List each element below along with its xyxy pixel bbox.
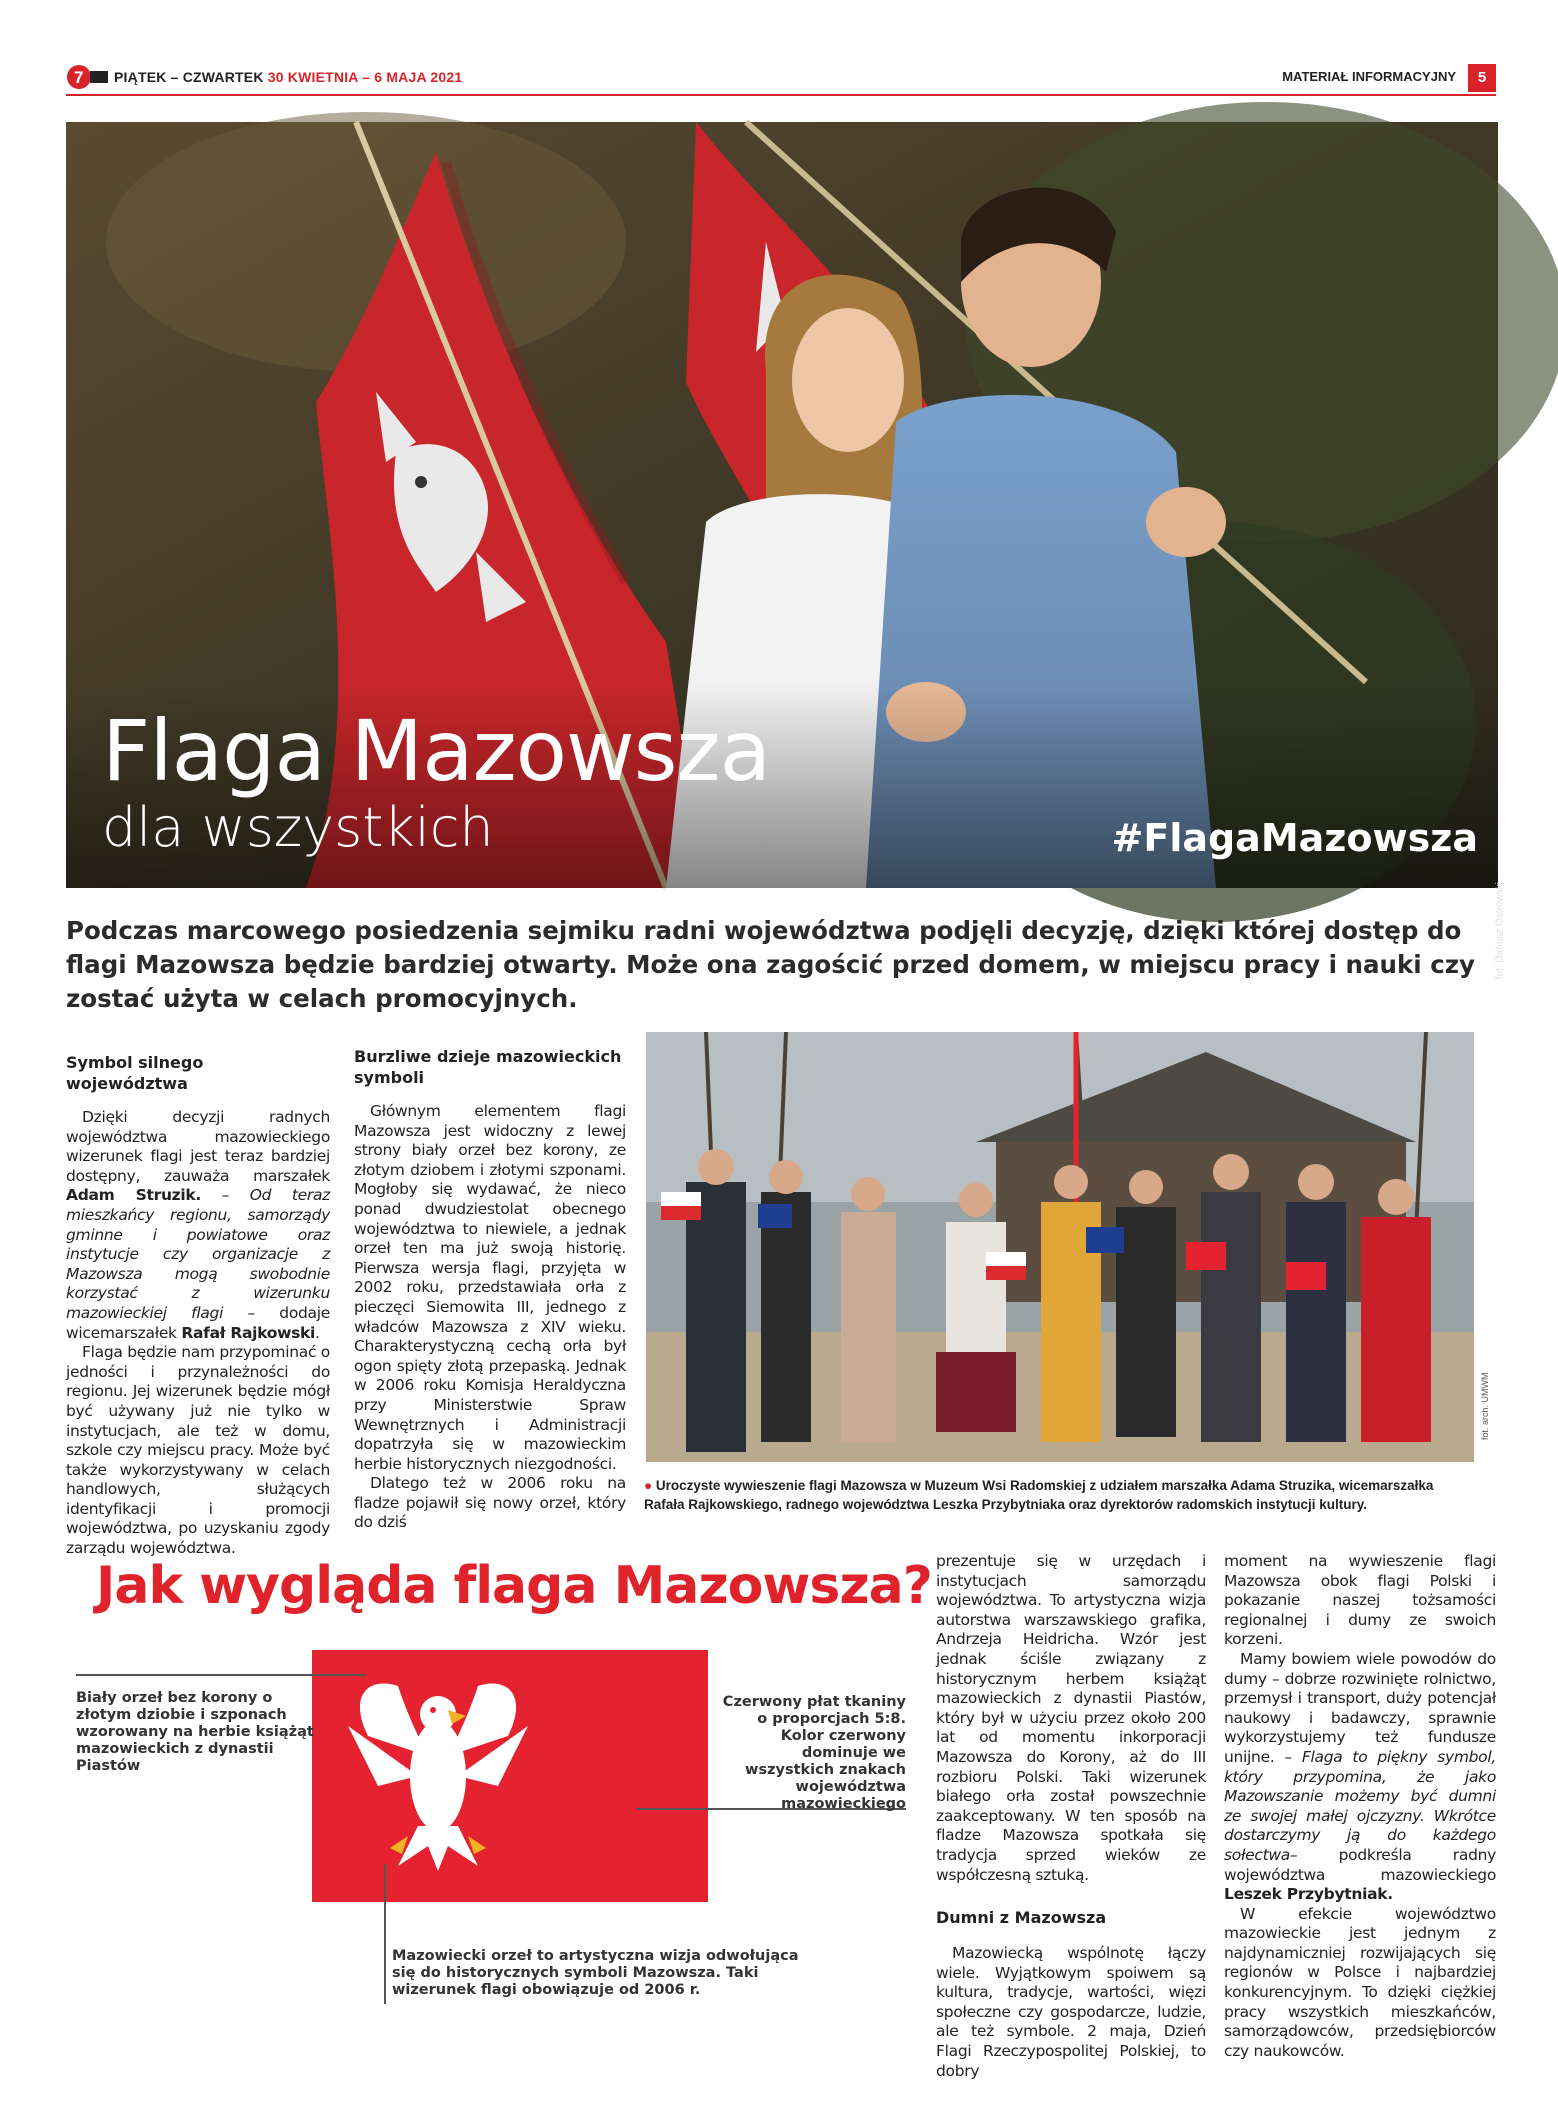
paragraph: Dzięki decyzji radnych województwa mazowieckiego wizerunek flagi jest teraz bardziej dostępny, zauważa marszałek Adam Struzik. – Od teraz mieszkańcy regionu, samorządy gminne i powiatowe oraz instytucje czy organizacje z Mazowsza mogą swobodnie korzystać z wizerunku mazowieckiej flagi – dodaje wicemarszałek Rafał Rajkowski. (66, 1108, 330, 1342)
page-header (66, 64, 1496, 96)
article-column-4 (1224, 1552, 1496, 2061)
annotation-history: Mazowiecki orzeł to artystyczna wizja odwołująca się do historycznych symboli Mazowsza. Taki wizerunek flagi obowiązuje od 2006 r. (392, 1948, 799, 1998)
callout-line (384, 1864, 386, 2004)
section-heading: Symbol silnego województwa (66, 1053, 204, 1093)
lead-paragraph: Podczas marcowego posiedzenia sejmiku radni województwa podjęli decyzję, dzięki której dostęp do flagi Mazowsza będzie bardziej otwarty. Może ona zagościć przed domem, w miejscu pracy i nauki czy zostać użyta w celach promocyjnych. (66, 916, 1475, 1013)
article-column-2 (354, 1046, 626, 1533)
mazowsze-flag (312, 1650, 708, 1902)
article-column-3 (936, 1552, 1206, 2081)
paragraph: Dlatego też w 2006 roku na fladze pojawił się nowy orzeł, który do dziś (354, 1474, 626, 1532)
article-column-1 (66, 1052, 330, 1559)
section-heading: Burzliwe dzieje mazowieckich symboli (354, 1047, 622, 1087)
photo-caption: ● Uroczyste wywieszenie flagi Mazowsza w Muzeum Wsi Radomskiej z udziałem marszałka Adama Struzika, wicemarszałka Rafała Rajkowskiego, radnego województwa Leszka Przybytniaka oraz dyrektorów radomskich instytucji kultury. (644, 1478, 1434, 1512)
section-heading: Dumni z Mazowsza (936, 1908, 1107, 1928)
paragraph: prezentuje się w urzędach i instytucjach samorządu województwa. To artystyczna wizja autorstwa warszawskiego grafika, Andrzeja Heidricha. Wzór jest jednak ściśle związany z historycznym herbem książąt mazowieckich z dynastii Piastów, który był w użyciu przez około 200 lat od momentu inkorporacji Mazowsza do Korony, aż do III rozbioru Polski. Taki wizerunek białego orła został powszechnie zaakceptowany. W ten sposób na fladze Mazowsza spotkała się tradycja sprzed wieków ze współczesną sztuką. (936, 1552, 1206, 1884)
ceremony-illustration (646, 1032, 1474, 1462)
paragraph: Głównym elementem flagi Mazowsza jest widoczny z lewej strony biały orzeł bez korony, ze złotym dziobem i złotymi szponami. Mogłoby się wydawać, że nieco ponad dwudziestolat obecnego województwa to niewiele, a jednak orzeł ten ma już swoją historię. Pierwsza wersja flagi, przyjęta w 2002 roku, przedstawiała orła z pieczęci Siemowita III, jednego z władców Mazowsza z XIV wieku. Charakterystyczną cechą orła był ogon spięty złotą przepaską. Jednak w 2006 roku Komisja Heraldyczna przy Ministerstwie Spraw Wewnętrznych i Administracji dopatrzyła się w mazowieckim herbie historycznych niezgodności. (354, 1102, 626, 1473)
ceremony-photo (646, 1032, 1474, 1462)
issue-date: PIĄTEK – CZWARTEK 30 KWIETNIA – 6 MAJA 2021 (114, 69, 463, 85)
svg-text:7: 7 (74, 68, 84, 87)
hero-hashtag: #FlagaMazowsza (1111, 816, 1478, 860)
paragraph: moment na wywieszenie flagi Mazowsza obok flagi Polski i pokazanie naszej tożsamości regionalnej i dumy ze swoich korzeni. (1224, 1552, 1496, 1649)
page-number: 5 (1468, 64, 1496, 92)
hero-subtitle: dla wszystkich (102, 796, 494, 859)
bullet-icon: ● (644, 1478, 656, 1493)
paragraph: Mazowiecką wspólnotę łączy wiele. Wyjątkowym spoiwem są kultura, tradycje, wartości, więzi społeczne czy gospodarcze, ludzie, ale też symbole. 2 maja, Dzień Flagi Rzeczypospolitej Polskiej, to dobry (936, 1944, 1206, 2080)
annotation-cloth: Czerwony płat tkaniny o proporcjach 5:8. Kolor czerwony dominuje we wszystkich znakach województwa mazowieckiego (722, 1694, 906, 1812)
callout-line (76, 1674, 366, 1676)
paragraph: W efekcie województwo mazowieckie jest jednym z najdynamiczniej rozwijających się regionów w Polsce i najbardziej konkurencyjnym. To dzięki ciężkiej pracy wszystkich mieszkańców, samorządowców, przedsiębiorców czy naukowców. (1224, 1904, 1496, 2060)
photo-credit: fot. arch. UMWM (1480, 1372, 1490, 1440)
photo-credit: fot. Dariusz Ostrowski (1494, 882, 1505, 980)
paragraph: Mamy bowiem wiele powodów do dumy – dobrze rozwinięte rolnictwo, przemysł i transport, duży potencjał naukowy i badawczy, sprawnie wykorzystujemy też fundusze unijne. – Flaga to piękny symbol, który przypomina, że jako Mazowszanie możemy być dumni ze swojej małej ojczyzny. Wkrótce dostarczymy ją do każdego sołectwa– podkreśla radny województwa mazowieckiego Leszek Przybytniak. (1224, 1649, 1496, 1904)
annotation-eagle: Biały orzeł bez korony o złotym dziobie i szponach wzorowany na herbie książąt mazowieckich z dynastii Piastów (76, 1690, 314, 1774)
hero-title: Flaga Mazowsza (102, 702, 771, 800)
eagle-icon (312, 1650, 708, 1902)
paragraph: Flaga będzie nam przypominać o jedności i przynależności do regionu. Jej wizerunek będzie mógł być używany już nie tylko w instytucjach, ale też w domu, szkole czy miejscu pracy. Może być także wykorzystywany w celach handlowych, służących identyfikacji i promocji województwa, po uzyskaniu zgody zarządu województwa. (66, 1343, 330, 1558)
infographic-title: Jak wygląda flaga Mazowsza? (96, 1556, 932, 1616)
section-label: MATERIAŁ INFORMACYJNY (1282, 69, 1456, 84)
newspaper-logo (66, 64, 110, 90)
